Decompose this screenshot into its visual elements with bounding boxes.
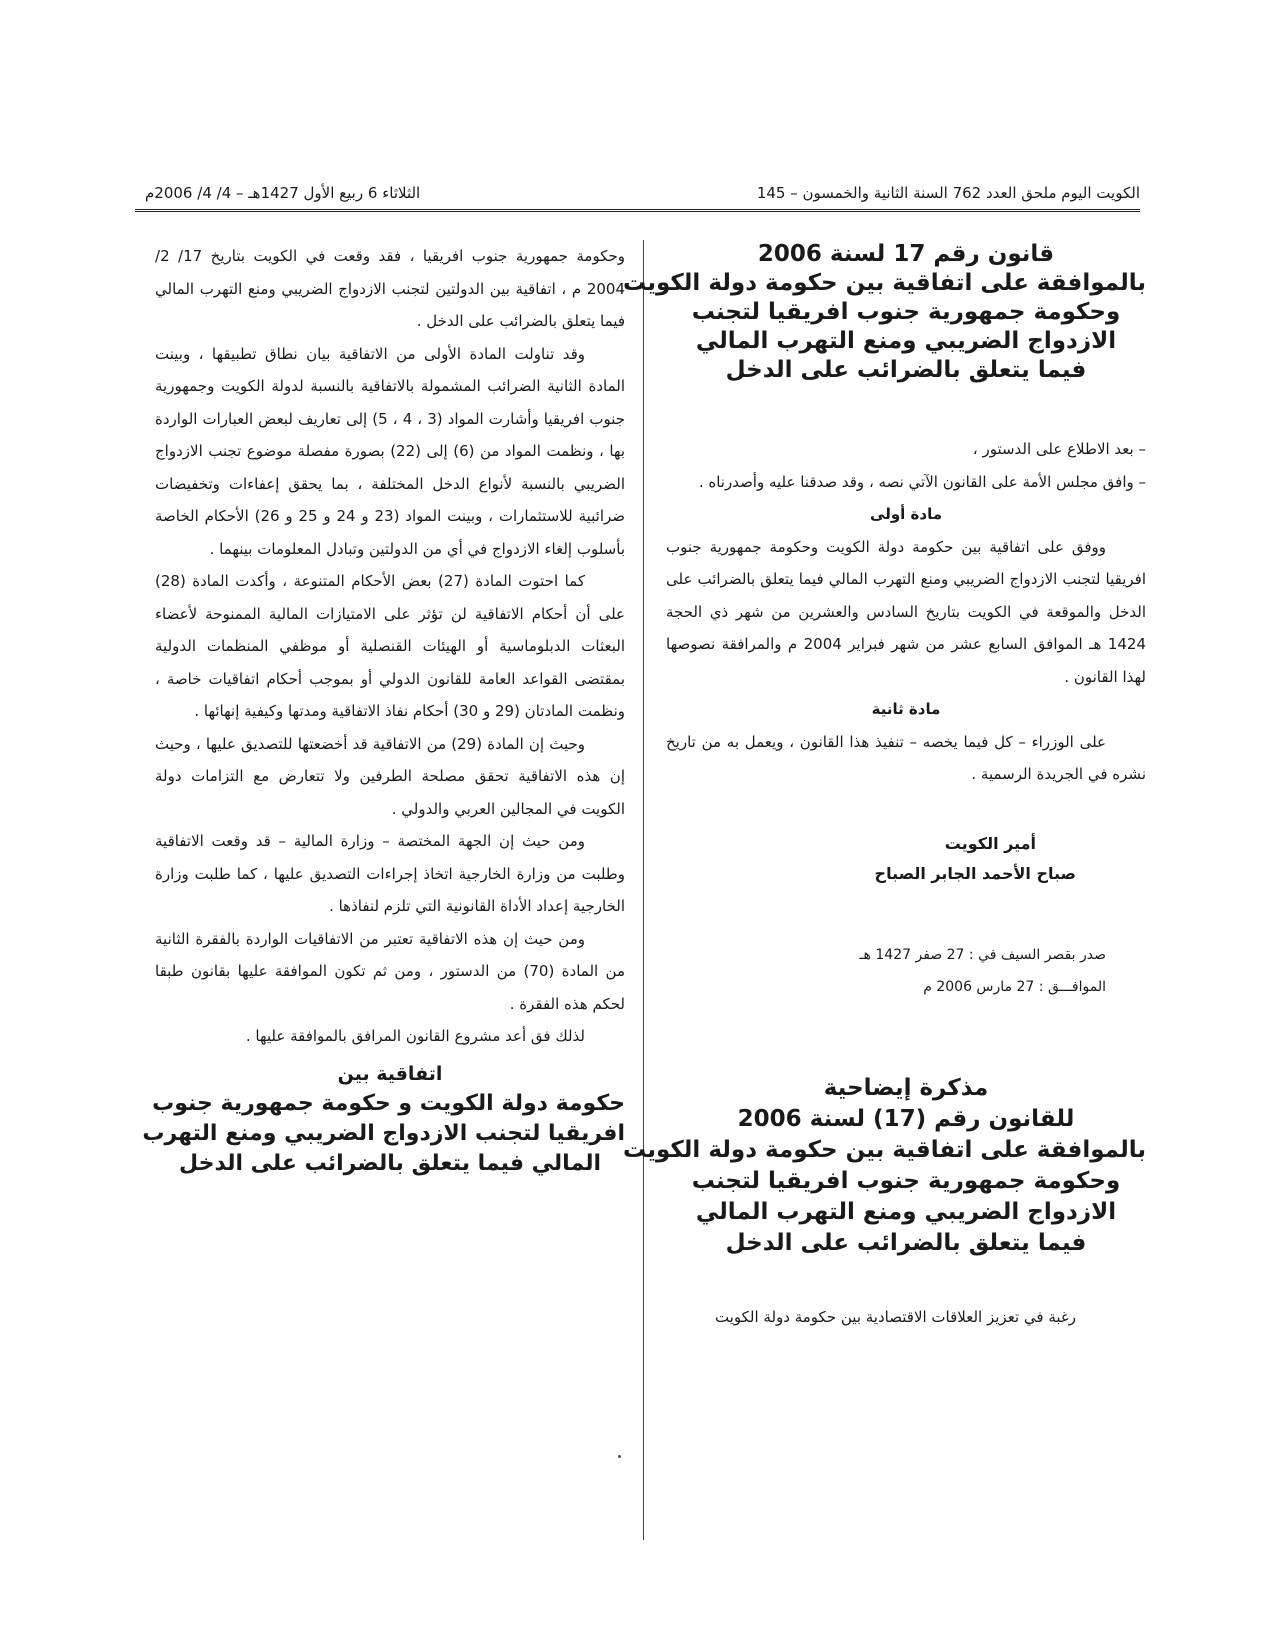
agreement-title-line: حكومة دولة الكويت و حكومة جمهورية جنوب (152, 1090, 625, 1116)
article-2-heading: مادة ثانية (871, 700, 941, 718)
memo-continuation: وحكومة جمهورية جنوب افريقيا ، فقد وقعت في الكويت بتاريخ 17/ 2/ 2004 م ، اتفاقية بين الدولتين لتجنب الازدواج الضريبي ومنع التهرب المالي فيما يتعلق بالضرائب على الدخل . (155, 247, 625, 330)
running-header-issue: الكويت اليوم ملحق العدد 762 السنة الثانية والخمسون – 145 (756, 184, 1140, 202)
memo-paragraph: ومن حيث إن هذه الاتفاقية تعتبر من الاتفاقيات الواردة بالفقرة الثانية من المادة (70) من الدستور ، ومن ثم تكون الموافقة عليها بقانون طبقا لحكم هذه الفقرة . (155, 929, 625, 1013)
left-column (142, 240, 626, 1179)
memo-paragraph: وحيث إن المادة (29) من الاتفاقية قد أخضعتها للتصديق عليها ، وحيث إن هذه الاتفاقية تحقق مصلحة الطرفين ولا تتعارض مع التزامات دولة الكويت في المجالين العربي والدولي . (155, 734, 625, 818)
right-column (623, 240, 1146, 1333)
memo-paragraph: كما احتوت المادة (27) بعض الأحكام المتنوعة ، وأكدت المادة (28) على أن أحكام الاتفاقية لن تؤثر على الامتيازات المالية الممنوحة لأعضاء البعثات الدبلوماسية أو الهيئات القنصلية أو موظفي المنظمات الدولية بمقتضى القواعد العامة للقانون الدولي أو بموجب أحكام اتفاقيات خاصة ، ونظمت المادتان (29 و 30) أحكام نفاذ الاتفاقية ومدتها وكيفية إنهائها . (155, 572, 625, 720)
agreement-title-line: اتفاقية بين (337, 1062, 443, 1085)
agreement-title-line: المالي فيما يتعلق بالضرائب على الدخل (179, 1150, 601, 1176)
memo-title-line: فيما يتعلق بالضرائب على الدخل (725, 1229, 1087, 1256)
memo-title-line: للقانون رقم (17) لسنة 2006 (737, 1105, 1075, 1132)
law-title-line: فيما يتعلق بالضرائب على الدخل (725, 357, 1087, 383)
running-header-date: الثلاثاء 6 ربيع الأول 1427هـ – 4/ 4/ 2006م (145, 184, 421, 202)
memo-paragraph: لذلك فق أعد مشروع القانون المرافق بالموافقة عليها . (245, 1027, 585, 1045)
article-1-text: ووفق على اتفاقية بين حكومة دولة الكويت وحكومة جمهورية جنوب افريقيا لتجنب الازدواج الضريبي ومنع التهرب المالي فيما يتعلق بالضرائب على الدخل والموقعة في الكويت بتاريخ السادس والعشرين من شهر ذي الحجة 1424 هـ الموافق السابع عشر من شهر فبراير 2004 م والمرافقة نصوصها لهذا القانون . (666, 537, 1146, 686)
scan-speck (618, 1455, 621, 1458)
signature-name: صباح الأحمد الجابر الصباح (874, 863, 1076, 883)
memo-title-line: الازدواج الضريبي ومنع التهرب المالي (695, 1198, 1117, 1225)
issued-block (666, 939, 1146, 1003)
memo-first-line: رغبة في تعزيز العلاقات الاقتصادية بين حكومة دولة الكويت (714, 1307, 1076, 1326)
column-divider (643, 240, 644, 1540)
agreement-title-line: افريقيا لتجنب الازدواج الضريبي ومنع التهرب (142, 1120, 625, 1146)
issued-at: صدر بقصر السيف في : 27 صفر 1427 هـ (859, 946, 1106, 963)
article-1-heading: مادة أولى (870, 505, 942, 523)
memo-title-line: وحكومة جمهورية جنوب افريقيا لتجنب (691, 1167, 1121, 1194)
article-2-text: على الوزراء – كل فيما يخصه – تنفيذ هذا القانون ، ويعمل به من تاريخ نشره في الجريدة الرسمية . (666, 732, 1146, 783)
signature-block (666, 829, 1146, 889)
law-title (623, 240, 1146, 385)
agreement-title (142, 1059, 625, 1179)
law-title-line: قانون رقم 17 لسنة 2006 (757, 241, 1055, 267)
law-title-line: الازدواج الضريبي ومنع التهرب المالي (695, 328, 1117, 354)
preamble-assembly: – وافق مجلس الأمة على القانون الآتي نصه ، وقد صدقنا عليه وأصدرناه . (698, 472, 1146, 491)
signature-title: أمير الكويت (944, 833, 1036, 853)
preamble-constitution: – بعد الاطلاع على الدستور ، (972, 440, 1146, 458)
memo-title-line: مذكرة إيضاحية (823, 1074, 989, 1101)
header-rule (135, 209, 1140, 212)
law-title-line: وحكومة جمهورية جنوب افريقيا لتجنب (691, 299, 1121, 325)
memo-title (623, 1073, 1146, 1259)
issued-corresponding: الموافـــق : 27 مارس 2006 م (923, 978, 1106, 995)
memo-paragraph: ومن حيث إن الجهة المختصة – وزارة المالية – قد وقعت الاتفاقية وطلبت من وزارة الخارجية اتخاذ إجراءات التصديق عليها ، كما طلبت وزارة الخارجية إعداد الأداة القانونية التي تلزم لنفاذها . (155, 832, 625, 915)
memo-paragraph: وقد تناولت المادة الأولى من الاتفاقية بيان نطاق تطبيقها ، وبينت المادة الثانية الضرائب المشمولة بالاتفاقية بالنسبة لدولة الكويت وجمهورية جنوب افريقيا وأشارت المواد (3 ، 4 ، 5) إلى تعاريف لبعض العبارات الواردة بها ، ونظمت المواد من (6) إلى (22) بصورة مفصلة موضوع تجنب الازدواج الضريبي بالنسبة لأنواع الدخل المختلفة ، بما يحقق إعفاءات وتخفيضات ضرائبية للاستثمارات ، وبينت المواد (23 و 24 و 25 و 26) الأحكام الخاصة بأسلوب إلغاء الازدواج في أي من الدولتين وتبادل المعلومات بينهما . (155, 344, 626, 558)
law-title-line: بالموافقة على اتفاقية بين حكومة دولة الكويت (623, 270, 1146, 296)
memo-title-line: بالموافقة على اتفاقية بين حكومة دولة الكويت (623, 1136, 1146, 1163)
